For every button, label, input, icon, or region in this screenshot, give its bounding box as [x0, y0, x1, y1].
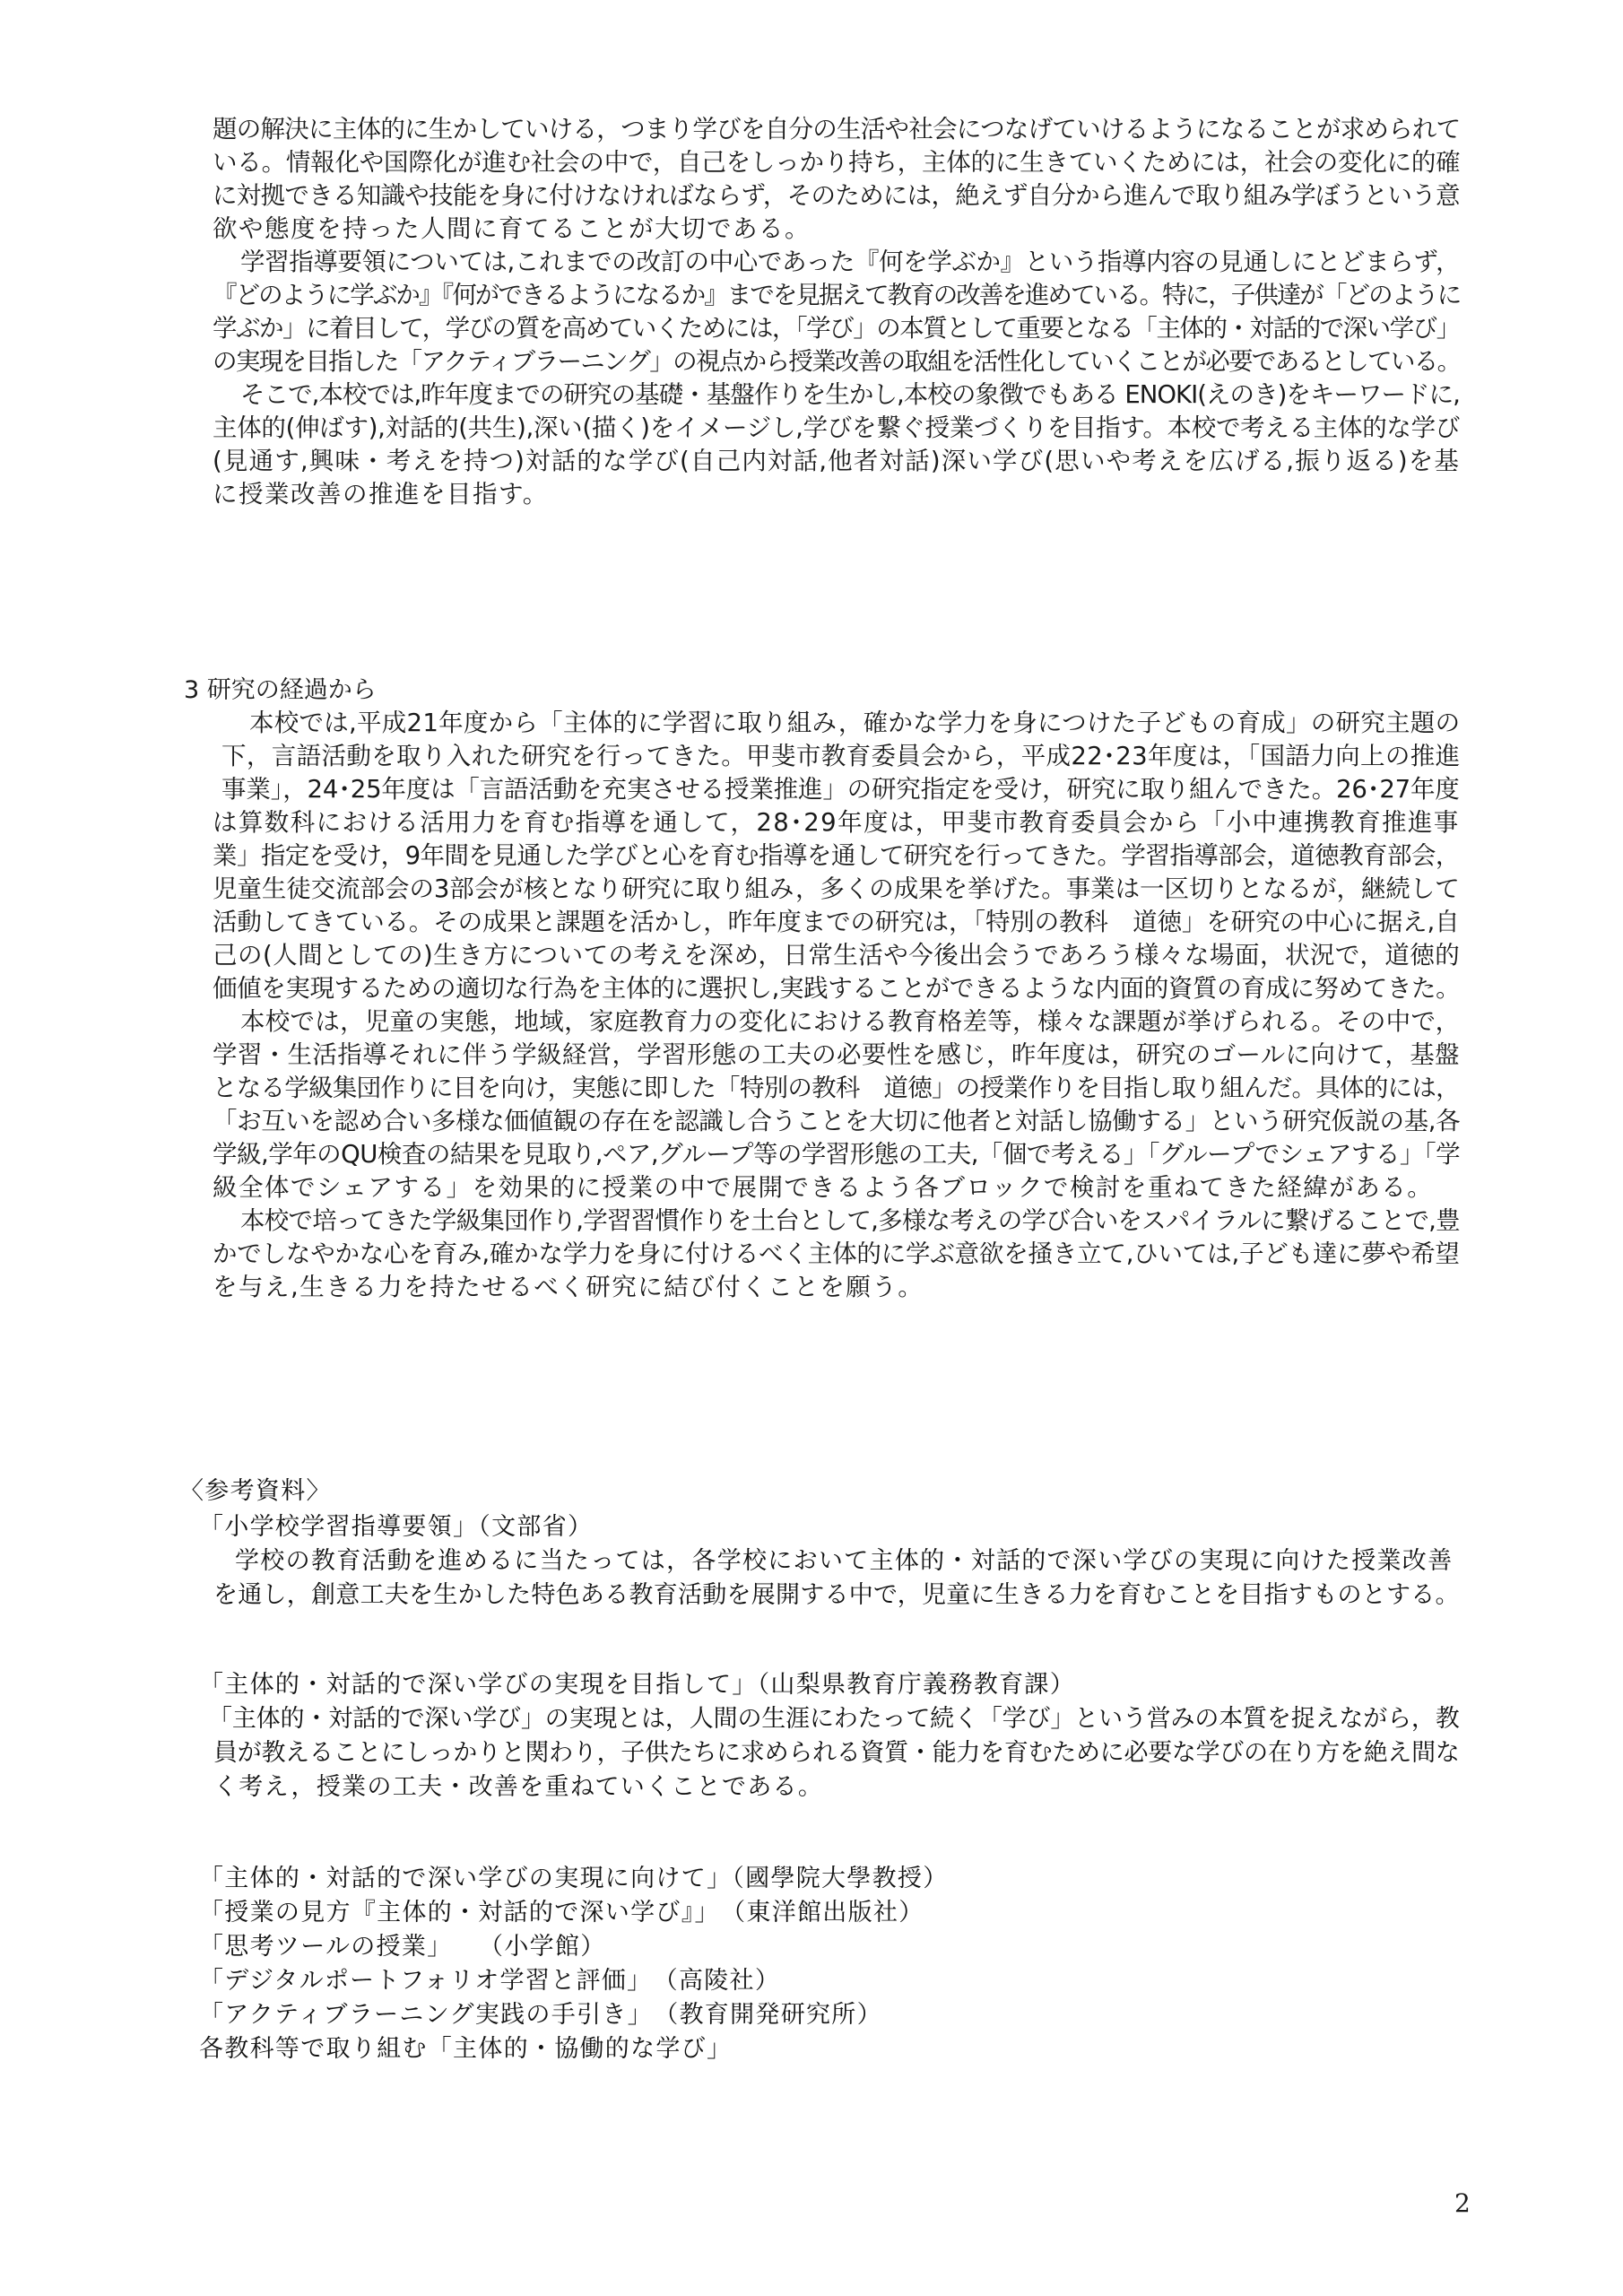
- text-line: 「お互いを認め合い多様な価値観の存在を認識し合うことを大切に他者と対話し協働する」という研究仮説の基,各: [213, 1107, 1461, 1135]
- reference-title: 「主体的・対話的で深い学びの実現を目指して」（山梨県教育庁義務教育課）: [199, 1671, 1075, 1699]
- text-line: 級全体でシェアする」を効果的に授業の中で展開できるよう各ブロックで検討を重ねてきた経緯がある。: [213, 1173, 1434, 1202]
- text-line: (見通す,興味・考えを持つ)対話的な学び(自己内対話,他者対話)深い学び(思いや考えを広げる,振り返る)を基: [213, 447, 1461, 475]
- reference-list-item: 「アクティブラーニング実践の手引き」 （教育開発研究所）: [199, 2001, 882, 2029]
- reference-list-item: 「授業の見方『主体的・対話的で深い学び』」 （東洋館出版社）: [199, 1899, 924, 1926]
- text-line: を与え,生きる力を持たせるべく研究に結び付くことを願う。: [213, 1273, 924, 1301]
- reference-body-line: を通し，創意工夫を生かした特色ある教育活動を展開する中で，児童に生きる力を育むことを目指すものとする。: [213, 1581, 1460, 1609]
- reference-list-item: 各教科等で取り組む「主体的・協働的な学び」: [199, 2035, 733, 2063]
- text-line: 学習・生活指導それに伴う学級経営，学習形態の工夫の必要性を感じ，昨年度は，研究のゴールに向けて，基盤: [213, 1040, 1460, 1069]
- text-line: 児童生徒交流部会の3部会が核となり研究に取り組み，多くの成果を挙げた。事業は一区切りとなるが，継続して: [213, 874, 1460, 903]
- page-number: 2: [1454, 2188, 1471, 2218]
- text-line: 主体的(伸ばす),対話的(共生),深い(描く)をイメージし,学びを繋ぐ授業づくりを目指す。本校で考える主体的な学び: [213, 413, 1461, 442]
- reference-body-line: 「主体的・対話的で深い学び」の実現とは，人間の生涯にわたって続く「学び」という営みの本質を捉えながら，教: [208, 1705, 1460, 1733]
- text-line: は算数科における活用力を育む指導を通して，28･29年度は，甲斐市教育委員会から「小中連携教育推進事: [213, 808, 1460, 837]
- reference-title: 「小学校学習指導要領」（文部省）: [199, 1513, 594, 1541]
- text-line: 活動してきている。その成果と課題を活かし，昨年度までの研究は，「特別の教科 道徳」を研究の中心に据え,自: [213, 908, 1460, 936]
- text-line: 業」指定を受け，9年間を見通した学びと心を育む指導を通して研究を行ってきた。学習指導部会，道徳教育部会，: [213, 841, 1460, 870]
- reference-body-line: 員が教えることにしっかりと関わり，子供たちに求められる資質・能力を育むために必要な学びの在り方を絶え間な: [213, 1739, 1460, 1767]
- text-line: 学ぶか」に着目して，学びの質を高めていくためには，「学び」の本質として重要となる「主体的・対話的で深い学び」: [213, 314, 1460, 343]
- text-line: の実現を目指した「アクティブラーニング」の視点から授業改善の取組を活性化していくことが必要であるとしている。: [213, 347, 1461, 376]
- text-line: そこで,本校では,昨年度までの研究の基礎・基盤作りを生かし,本校の象徴でもある ENOKI(えのき)をキーワードに,: [240, 380, 1460, 409]
- text-line: かでしなやかな心を育み,確かな学力を身に付けるべく主体的に学ぶ意欲を掻き立て,ひいては,子ども達に夢や希望: [213, 1239, 1460, 1268]
- text-line: となる学級集団作りに目を向け，実態に即した「特別の教科 道徳」の授業作りを目指し取り組んだ。具体的には，: [213, 1074, 1460, 1102]
- text-line: いる。情報化や国際化が進む社会の中で，自己をしっかり持ち，主体的に生きていくためには，社会の変化に的確: [213, 148, 1461, 177]
- text-line: 『どのように学ぶか』『何ができるようになるか』までを見据えて教育の改善を進めている。特に，子供達が「どのように: [213, 281, 1461, 309]
- text-line: 学級,学年のQU検査の結果を見取り,ペア,グループ等の学習形態の工夫,「個で考える」「グループでシェアする」「学: [213, 1140, 1461, 1169]
- text-line: に対拠できる知識や技能を身に付けなければならず，そのためには，絶えず自分から進んで取り組み学ぼうという意: [213, 181, 1460, 210]
- section-heading: 3 研究の経過から: [184, 676, 377, 704]
- text-line: 価値を実現するための適切な行為を主体的に選択し,実践することができるような内面的資質の育成に努めてきた。: [213, 974, 1461, 1003]
- text-line: に授業改善の推進を目指す。: [213, 480, 549, 509]
- reference-list-item: 「主体的・対話的で深い学びの実現に向けて」（國學院大學教授）: [199, 1865, 949, 1892]
- text-line: 本校では，児童の実態，地域，家庭教育力の変化における教育格差等，様々な課題が挙げられる。その中で，: [240, 1007, 1461, 1036]
- text-line: 己の(人間としての)生き方についての考えを深め，日常生活や今後出会うであろう様々な場面，状況で，道徳的: [213, 941, 1461, 970]
- reference-body-line: 学校の教育活動を進めるに当たっては，各学校において主体的・対話的で深い学びの実現に向けた授業改善: [235, 1547, 1454, 1575]
- text-line: 事業」，24･25年度は「言語活動を充実させる授業推進」の研究指定を受け，研究に取り組んできた。26･27年度: [221, 775, 1460, 804]
- text-line: 学習指導要領については,これまでの改訂の中心であった『何を学ぶか』という指導内容の見通しにとどまらず，: [240, 248, 1461, 276]
- text-line: 本校では,平成21年度から「主体的に学習に取り組み，確かな学力を身につけた子どもの育成」の研究主題の: [249, 709, 1461, 737]
- reference-list-item: 「思考ツールの授業」 （小学館）: [199, 1933, 606, 1961]
- reference-list-item: 「デジタルポートフォリオ学習と評価」 （高陵社）: [199, 1967, 781, 1995]
- text-line: 本校で培ってきた学級集団作り,学習習慣作りを土台として,多様な考えの学び合いをスパイラルに繋げることで,豊: [240, 1206, 1460, 1235]
- text-line: 題の解決に主体的に生かしていける，つまり学びを自分の生活や社会につなげていけるようになることが求められて: [213, 115, 1461, 144]
- references-heading: 〈参考資料〉: [179, 1477, 332, 1505]
- reference-body-line: く考え，授業の工夫・改善を重ねていくことである。: [213, 1773, 824, 1801]
- text-line: 欲や態度を持った人間に育てることが大切である。: [213, 214, 811, 243]
- text-line: 下，言語活動を取り入れた研究を行ってきた。甲斐市教育委員会から，平成22･23年度は，「国語力向上の推進: [221, 742, 1461, 770]
